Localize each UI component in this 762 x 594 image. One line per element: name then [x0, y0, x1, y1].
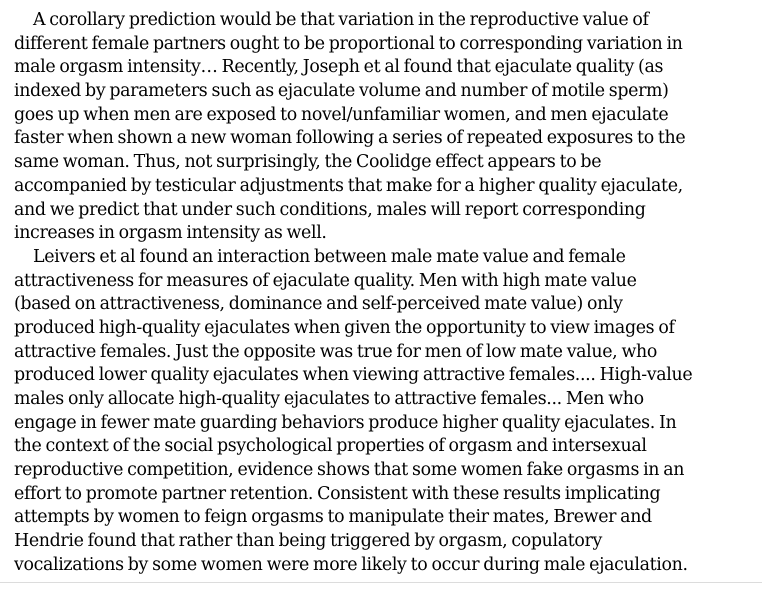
text-line: increases in orgasm intensity as well. — [14, 223, 327, 244]
text-line: and we predict that under such conditions, males will report corresponding — [14, 199, 646, 220]
text-line: faster when shown a new woman following a series of repeated exposures to the — [14, 128, 686, 149]
text-line: produced high-quality ejaculates when given the opportunity to view images of — [14, 317, 675, 338]
text-line: Leivers et al found an interaction between male mate value and female — [33, 246, 626, 267]
text-line: attractive females. Just the opposite was true for men of low mate value, who — [14, 341, 657, 362]
bottom-divider — [0, 582, 762, 583]
text-line: different female partners ought to be proportional to corresponding variation in — [14, 33, 683, 54]
text-line: the context of the social psychological properties of orgasm and intersexual — [14, 436, 647, 457]
text-line: males only allocate high-quality ejaculates to attractive females... Men who — [14, 389, 644, 409]
text-line: (based on attractiveness, dominance and self-perceived mate value) only — [14, 294, 623, 315]
text-line: indexed by parameters such as ejaculate volume and number of motile sperm) — [14, 81, 669, 102]
text-line: A corollary prediction would be that variation in the reproductive value of — [33, 10, 649, 30]
text-line: engage in fewer mate guarding behaviors produce higher quality ejaculates. In — [14, 412, 677, 433]
text-line: same woman. Thus, not surprisingly, the Coolidge effect appears to be — [14, 152, 602, 173]
paragraph-1 — [14, 9, 754, 246]
text-line: goes up when men are exposed to novel/unfamiliar women, and men ejaculate — [14, 104, 669, 125]
text-line: male orgasm intensity… Recently, Joseph et al found that ejaculate quality (as — [14, 57, 664, 78]
text-line: vocalizations by some women were more likely to occur during male ejaculation. — [14, 554, 688, 575]
body-text — [14, 9, 754, 578]
text-line: reproductive competition, evidence shows that some women fake orgasms in an — [14, 460, 685, 481]
text-line: attractiveness for measures of ejaculate quality. Men with high mate value — [14, 270, 637, 291]
text-line: effort to promote partner retention. Consistent with these results implicating — [14, 483, 661, 504]
text-line: Hendrie found that rather than being triggered by orgasm, copulatory — [14, 531, 602, 552]
text-line: attempts by women to feign orgasms to manipulate their mates, Brewer and — [14, 507, 652, 528]
text-line: accompanied by testicular adjustments that make for a higher quality ejaculate, — [14, 175, 683, 196]
text-line: produced lower quality ejaculates when viewing attractive females.... High-value — [14, 365, 693, 386]
paragraph-2 — [14, 246, 754, 578]
